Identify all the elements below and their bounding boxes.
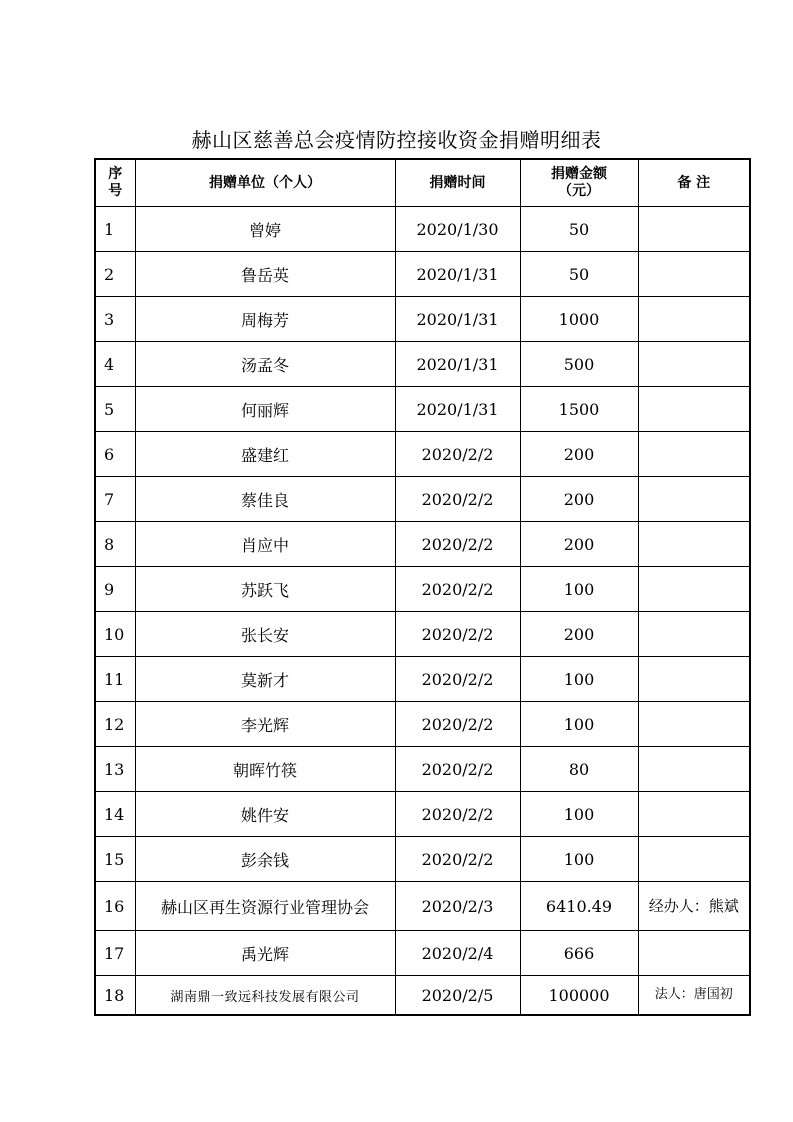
row-amount: 100	[520, 792, 638, 837]
row-amount: 500	[520, 342, 638, 387]
row-donor: 彭余钱	[135, 837, 395, 882]
table-row	[95, 342, 750, 387]
row-date: 2020/1/31	[395, 297, 520, 342]
row-donor: 苏跃飞	[135, 567, 395, 612]
row-remark	[638, 567, 750, 612]
row-remark	[638, 432, 750, 477]
row-date: 2020/2/2	[395, 792, 520, 837]
row-seq: 5	[95, 387, 135, 432]
row-remark	[638, 702, 750, 747]
row-remark	[638, 297, 750, 342]
row-seq: 17	[95, 931, 135, 976]
row-remark	[638, 747, 750, 792]
table-row	[95, 702, 750, 747]
row-donor: 赫山区再生资源行业管理协会	[135, 882, 395, 931]
row-seq: 8	[95, 522, 135, 567]
row-remark	[638, 207, 750, 252]
header-seq	[95, 159, 135, 207]
document-title: 赫山区慈善总会疫情防控接收资金捐赠明细表	[191, 128, 602, 152]
header-remark: 备 注	[638, 159, 750, 207]
row-donor: 湖南鼎一致远科技发展有限公司	[135, 976, 395, 1016]
row-date: 2020/2/3	[395, 882, 520, 931]
row-donor: 朝晖竹筷	[135, 747, 395, 792]
row-date: 2020/2/2	[395, 702, 520, 747]
row-donor: 李光辉	[135, 702, 395, 747]
row-date: 2020/2/2	[395, 567, 520, 612]
row-donor: 莫新才	[135, 657, 395, 702]
row-donor: 周梅芳	[135, 297, 395, 342]
table-row	[95, 522, 750, 567]
row-seq: 15	[95, 837, 135, 882]
table-row	[95, 837, 750, 882]
table-row	[95, 387, 750, 432]
row-remark	[638, 931, 750, 976]
header-donor: 捐赠单位（个人）	[135, 159, 395, 207]
row-remark	[638, 387, 750, 432]
row-remark	[638, 792, 750, 837]
row-seq: 16	[95, 882, 135, 931]
row-remark	[638, 342, 750, 387]
row-remark: 经办人：熊斌	[638, 882, 750, 931]
row-remark: 法人：唐国初	[638, 976, 750, 1016]
row-amount: 100	[520, 837, 638, 882]
row-seq: 14	[95, 792, 135, 837]
row-remark	[638, 837, 750, 882]
row-amount: 6410.49	[520, 882, 638, 931]
row-donor: 汤孟冬	[135, 342, 395, 387]
table-row	[95, 976, 750, 1016]
row-remark	[638, 477, 750, 522]
header-amount	[520, 159, 638, 207]
row-remark	[638, 612, 750, 657]
row-amount: 1500	[520, 387, 638, 432]
row-seq: 10	[95, 612, 135, 657]
row-date: 2020/1/31	[395, 387, 520, 432]
row-amount: 50	[520, 207, 638, 252]
row-donor: 禹光辉	[135, 931, 395, 976]
row-remark	[638, 522, 750, 567]
row-seq: 7	[95, 477, 135, 522]
row-amount: 50	[520, 252, 638, 297]
table-header-row	[95, 159, 750, 207]
row-amount: 200	[520, 432, 638, 477]
row-date: 2020/2/2	[395, 432, 520, 477]
table-row	[95, 207, 750, 252]
row-date: 2020/2/2	[395, 477, 520, 522]
row-seq: 9	[95, 567, 135, 612]
row-seq: 1	[95, 207, 135, 252]
table-row	[95, 882, 750, 931]
row-amount: 80	[520, 747, 638, 792]
header-date: 捐赠时间	[395, 159, 520, 207]
row-donor: 肖应中	[135, 522, 395, 567]
row-date: 2020/2/5	[395, 976, 520, 1016]
row-date: 2020/1/31	[395, 342, 520, 387]
table-row	[95, 931, 750, 976]
row-amount: 100000	[520, 976, 638, 1016]
row-donor: 盛建红	[135, 432, 395, 477]
header-amount-line2: （元）	[558, 183, 600, 199]
row-donor: 何丽辉	[135, 387, 395, 432]
header-amount-line1: 捐赠金额	[551, 166, 607, 182]
table-row	[95, 477, 750, 522]
table-row	[95, 567, 750, 612]
row-date: 2020/1/30	[395, 207, 520, 252]
row-amount: 200	[520, 612, 638, 657]
table-row	[95, 657, 750, 702]
row-seq: 18	[95, 976, 135, 1016]
row-seq: 2	[95, 252, 135, 297]
header-seq-line1: 序	[108, 166, 123, 182]
row-seq: 13	[95, 747, 135, 792]
table-row	[95, 252, 750, 297]
row-seq: 3	[95, 297, 135, 342]
row-date: 2020/2/2	[395, 612, 520, 657]
table-row	[95, 792, 750, 837]
row-date: 2020/2/2	[395, 747, 520, 792]
row-date: 2020/2/2	[395, 522, 520, 567]
row-donor: 张长安	[135, 612, 395, 657]
row-remark	[638, 657, 750, 702]
row-donor: 鲁岳英	[135, 252, 395, 297]
row-amount: 200	[520, 522, 638, 567]
row-amount: 100	[520, 657, 638, 702]
row-seq: 11	[95, 657, 135, 702]
row-remark	[638, 252, 750, 297]
table-row	[95, 297, 750, 342]
header-seq-line2: 号	[108, 183, 123, 199]
row-amount: 666	[520, 931, 638, 976]
row-donor: 蔡佳良	[135, 477, 395, 522]
row-date: 2020/2/2	[395, 657, 520, 702]
row-date: 2020/2/4	[395, 931, 520, 976]
row-amount: 100	[520, 567, 638, 612]
row-donor: 曾婷	[135, 207, 395, 252]
row-amount: 100	[520, 702, 638, 747]
table-row	[95, 612, 750, 657]
table-row	[95, 432, 750, 477]
row-seq: 6	[95, 432, 135, 477]
donation-table	[94, 158, 751, 1016]
row-amount: 200	[520, 477, 638, 522]
row-date: 2020/2/2	[395, 837, 520, 882]
row-donor: 姚件安	[135, 792, 395, 837]
row-amount: 1000	[520, 297, 638, 342]
row-date: 2020/1/31	[395, 252, 520, 297]
row-seq: 12	[95, 702, 135, 747]
row-seq: 4	[95, 342, 135, 387]
table-row	[95, 747, 750, 792]
